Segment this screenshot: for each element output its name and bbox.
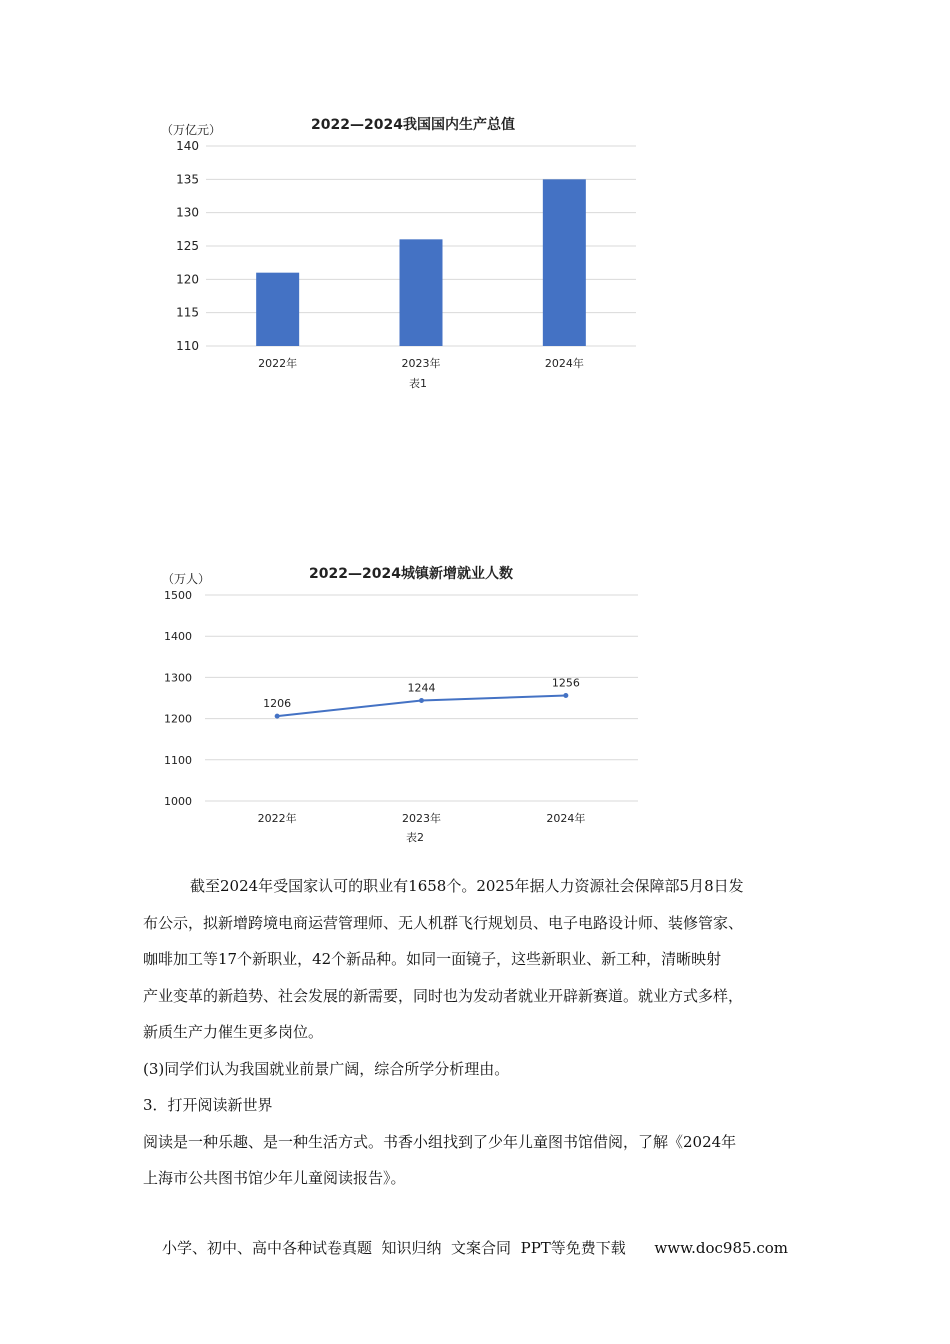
y-tick-label: 110 — [176, 339, 199, 353]
employment-chart-title: 2022—2024城镇新增就业人数 — [309, 566, 513, 582]
x-tick-label: 2022年 — [257, 812, 297, 825]
gdp-chart-caption: 表1 — [409, 377, 427, 390]
bar — [400, 239, 443, 346]
y-tick-label: 1500 — [164, 589, 192, 602]
y-tick-label: 1000 — [164, 795, 192, 808]
employment-chart-caption: 表2 — [406, 831, 424, 844]
y-tick-label: 1400 — [164, 630, 192, 644]
question-3: (3)同学们认为我国就业前景广阔，综合所学分析理由。 — [143, 1059, 510, 1078]
y-tick-label: 1100 — [164, 753, 192, 767]
y-tick-label: 120 — [176, 272, 199, 287]
y-tick-label: 115 — [176, 305, 199, 320]
employment-y-unit: （万人） — [162, 572, 211, 586]
y-tick-label: 1300 — [164, 671, 192, 685]
x-tick-label: 2024年 — [544, 357, 584, 370]
y-tick-label: 125 — [176, 239, 199, 253]
x-tick-label: 2023年 — [401, 357, 441, 370]
x-tick-label: 2023年 — [402, 812, 441, 825]
paragraph-line: 新质生产力催生更多岗位。 — [143, 1023, 324, 1041]
data-label: 1244 — [407, 681, 436, 695]
paragraph-line: 产业变革的新趋势、社会发展的新需要，同时也为发动者就业开辟新赛道。就业方式多样， — [143, 986, 744, 1005]
data-label: 1206 — [263, 697, 292, 711]
paragraph-line: 截至2024年受国家认可的职业有1658个。2025年据人力资源社会保障部5月8日发 — [190, 877, 744, 895]
paragraph-line: 咖啡加工等17个新职业，42个新品种。如同一面镜子，这些新职业、新工种，清晰映射 — [143, 950, 722, 968]
gdp-bar-chart — [161, 116, 636, 390]
data-point — [275, 714, 280, 719]
paragraph-line: 上海市公共图书馆少年儿童阅读报告》。 — [143, 1169, 406, 1187]
y-tick-label: 135 — [176, 172, 199, 187]
bar — [543, 179, 586, 346]
y-tick-label: 130 — [176, 205, 199, 220]
page-footer: 小学、初中、高中各种试卷真题 知识归纳 文案合同 PPT等免费下载 www.doc985.com — [161, 1239, 788, 1257]
paragraph-line: 布公示，拟新增跨境电商运营管理师、无人机群飞行规划员、电子电路设计师、装修管家、 — [143, 913, 744, 932]
employment-line-chart — [162, 565, 638, 844]
data-point — [419, 698, 424, 703]
data-label: 1256 — [551, 676, 580, 690]
gdp-y-unit: （万亿元） — [161, 123, 222, 137]
gdp-chart-title: 2022—2024我国国内生产总值 — [311, 117, 515, 133]
section-heading: 3．打开阅读新世界 — [143, 1096, 273, 1114]
reading-material — [143, 868, 808, 1197]
x-tick-label: 2022年 — [258, 357, 298, 370]
paragraph-line: 阅读是一种乐趣、是一种生活方式。书香小组找到了少年儿童图书馆借阅，了解《2024年 — [143, 1132, 737, 1151]
y-tick-label: 1200 — [164, 712, 192, 726]
x-tick-label: 2024年 — [546, 812, 586, 825]
bar — [256, 273, 299, 346]
y-tick-label: 140 — [176, 139, 199, 153]
data-point — [563, 693, 568, 698]
